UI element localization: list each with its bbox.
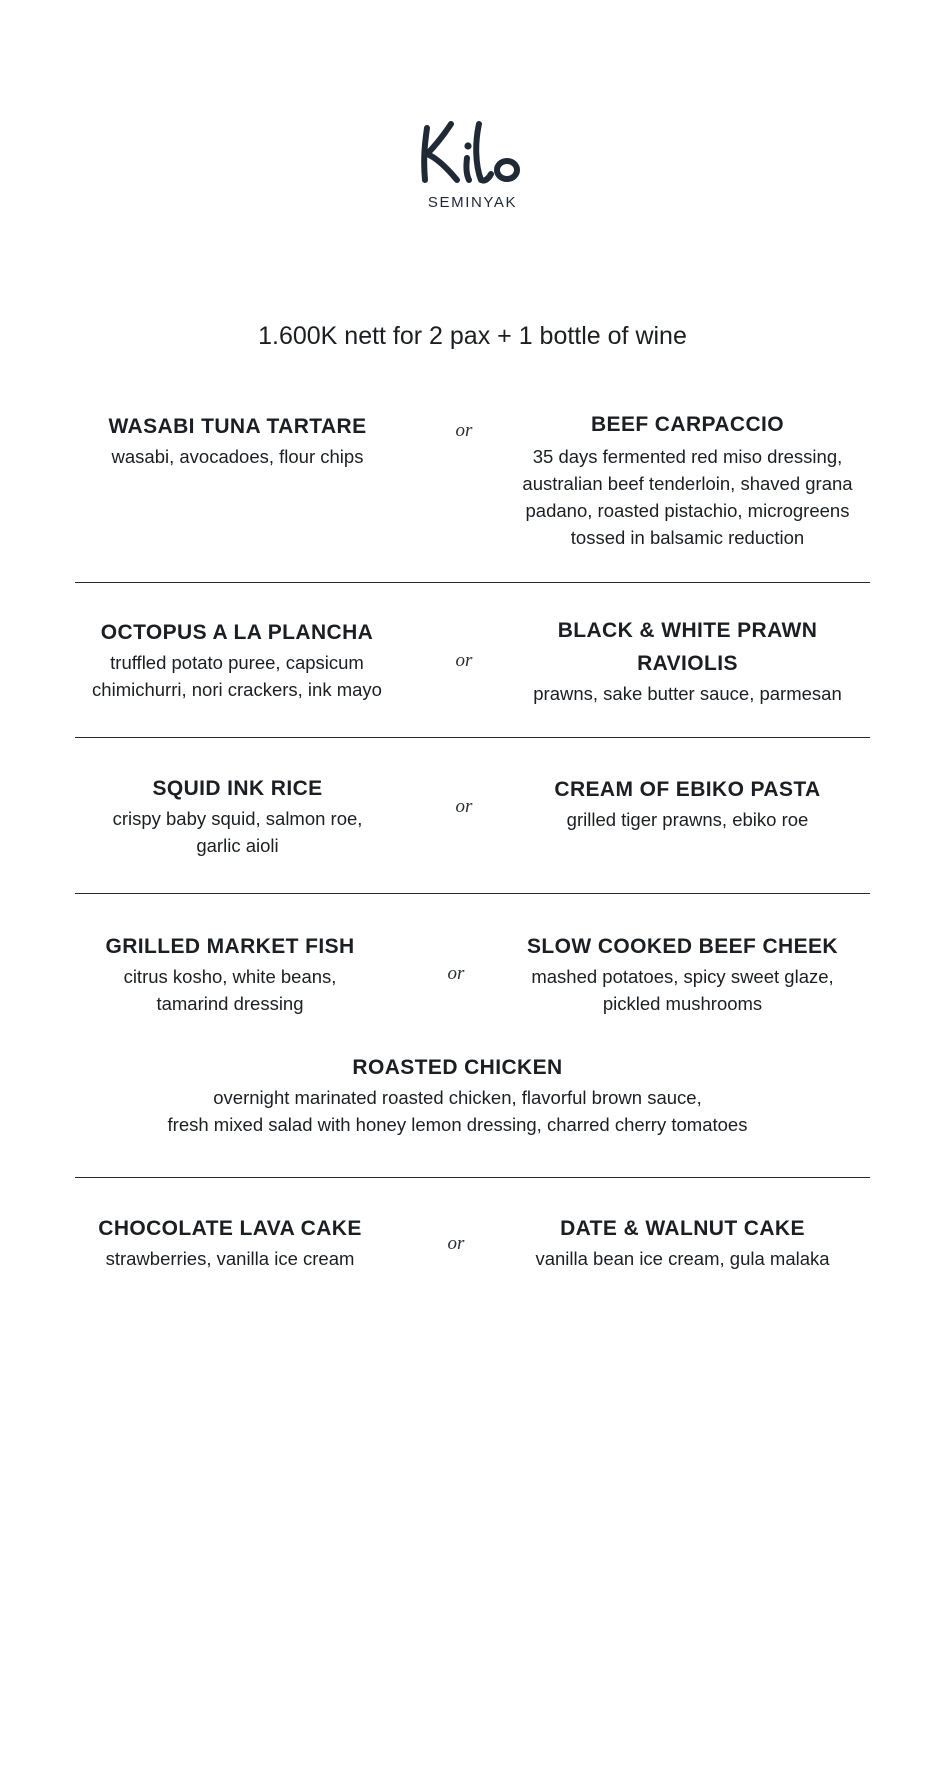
course-5-right xyxy=(495,1212,870,1272)
course-1-left xyxy=(75,410,400,470)
section-divider xyxy=(75,893,870,894)
dish-title: SLOW COOKED BEEF CHEEK xyxy=(527,935,838,958)
course-3-left xyxy=(75,772,400,859)
course-5-left xyxy=(75,1212,385,1272)
dish-title: CHOCOLATE LAVA CAKE xyxy=(98,1217,362,1240)
dish-description: chimichurri, nori crackers, ink mayo xyxy=(92,679,382,700)
dish-description: pickled mushrooms xyxy=(602,993,763,1014)
section-divider xyxy=(75,582,870,583)
course-4-left xyxy=(75,930,385,1017)
dish-title: WASABI TUNA TARTARE xyxy=(108,415,367,438)
location-label: SEMINYAK xyxy=(427,194,518,211)
dish-title: BLACK & WHITE PRAWN xyxy=(557,619,818,642)
dish-description: padano, roasted pistachio, microgreens xyxy=(525,500,850,521)
dish-description: fresh mixed salad with honey lemon dressing, charred cherry tomatoes xyxy=(167,1114,748,1135)
or-separator: or xyxy=(455,420,473,441)
dish-title: GRILLED MARKET FISH xyxy=(105,935,355,958)
dish-description: mashed potatoes, spicy sweet glaze, xyxy=(531,966,834,987)
dish-description: strawberries, vanilla ice cream xyxy=(105,1248,355,1269)
dish-description: prawns, sake butter sauce, parmesan xyxy=(533,683,842,704)
course-4-extra xyxy=(0,1051,915,1138)
or-separator: or xyxy=(447,963,465,984)
dish-description: grilled tiger prawns, ebiko roe xyxy=(566,809,809,830)
dish-title: OCTOPUS A LA PLANCHA xyxy=(100,621,374,644)
dish-description: truffled potato puree, capsicum xyxy=(110,652,364,673)
dish-description: crispy baby squid, salmon roe, xyxy=(112,808,363,829)
dish-description: overnight marinated roasted chicken, flavorful brown sauce, xyxy=(213,1087,702,1108)
course-2-left xyxy=(62,616,412,703)
dish-title: ROASTED CHICKEN xyxy=(352,1056,563,1079)
dish-description: tamarind dressing xyxy=(156,993,304,1014)
or-separator: or xyxy=(447,1233,465,1254)
or-separator: or xyxy=(455,650,473,671)
or-separator: or xyxy=(455,796,473,817)
course-4-right xyxy=(495,930,870,1017)
course-1-right xyxy=(500,408,875,551)
dish-description: 35 days fermented red miso dressing, xyxy=(532,446,843,467)
dish-description: vanilla bean ice cream, gula malaka xyxy=(535,1248,830,1269)
price-headline: 1.600K nett for 2 pax + 1 bottle of wine xyxy=(258,322,687,350)
course-3-right xyxy=(500,773,875,833)
dish-title: SQUID INK RICE xyxy=(152,777,323,800)
section-divider xyxy=(75,1177,870,1178)
course-2-right xyxy=(500,614,875,707)
dish-title: DATE & WALNUT CAKE xyxy=(560,1217,805,1240)
dish-title: RAVIOLIS xyxy=(637,652,738,675)
dish-title: CREAM OF EBIKO PASTA xyxy=(554,778,821,801)
kilo-logo-mark xyxy=(413,118,533,190)
dish-description: citrus kosho, white beans, xyxy=(123,966,337,987)
dish-description: garlic aioli xyxy=(196,835,279,856)
section-divider xyxy=(75,737,870,738)
dish-description: australian beef tenderloin, shaved grana xyxy=(522,473,853,494)
dish-title: BEEF CARPACCIO xyxy=(590,413,785,436)
brand-logo xyxy=(0,118,945,211)
dish-description: wasabi, avocadoes, flour chips xyxy=(111,446,364,467)
dish-description: tossed in balsamic reduction xyxy=(570,527,805,548)
